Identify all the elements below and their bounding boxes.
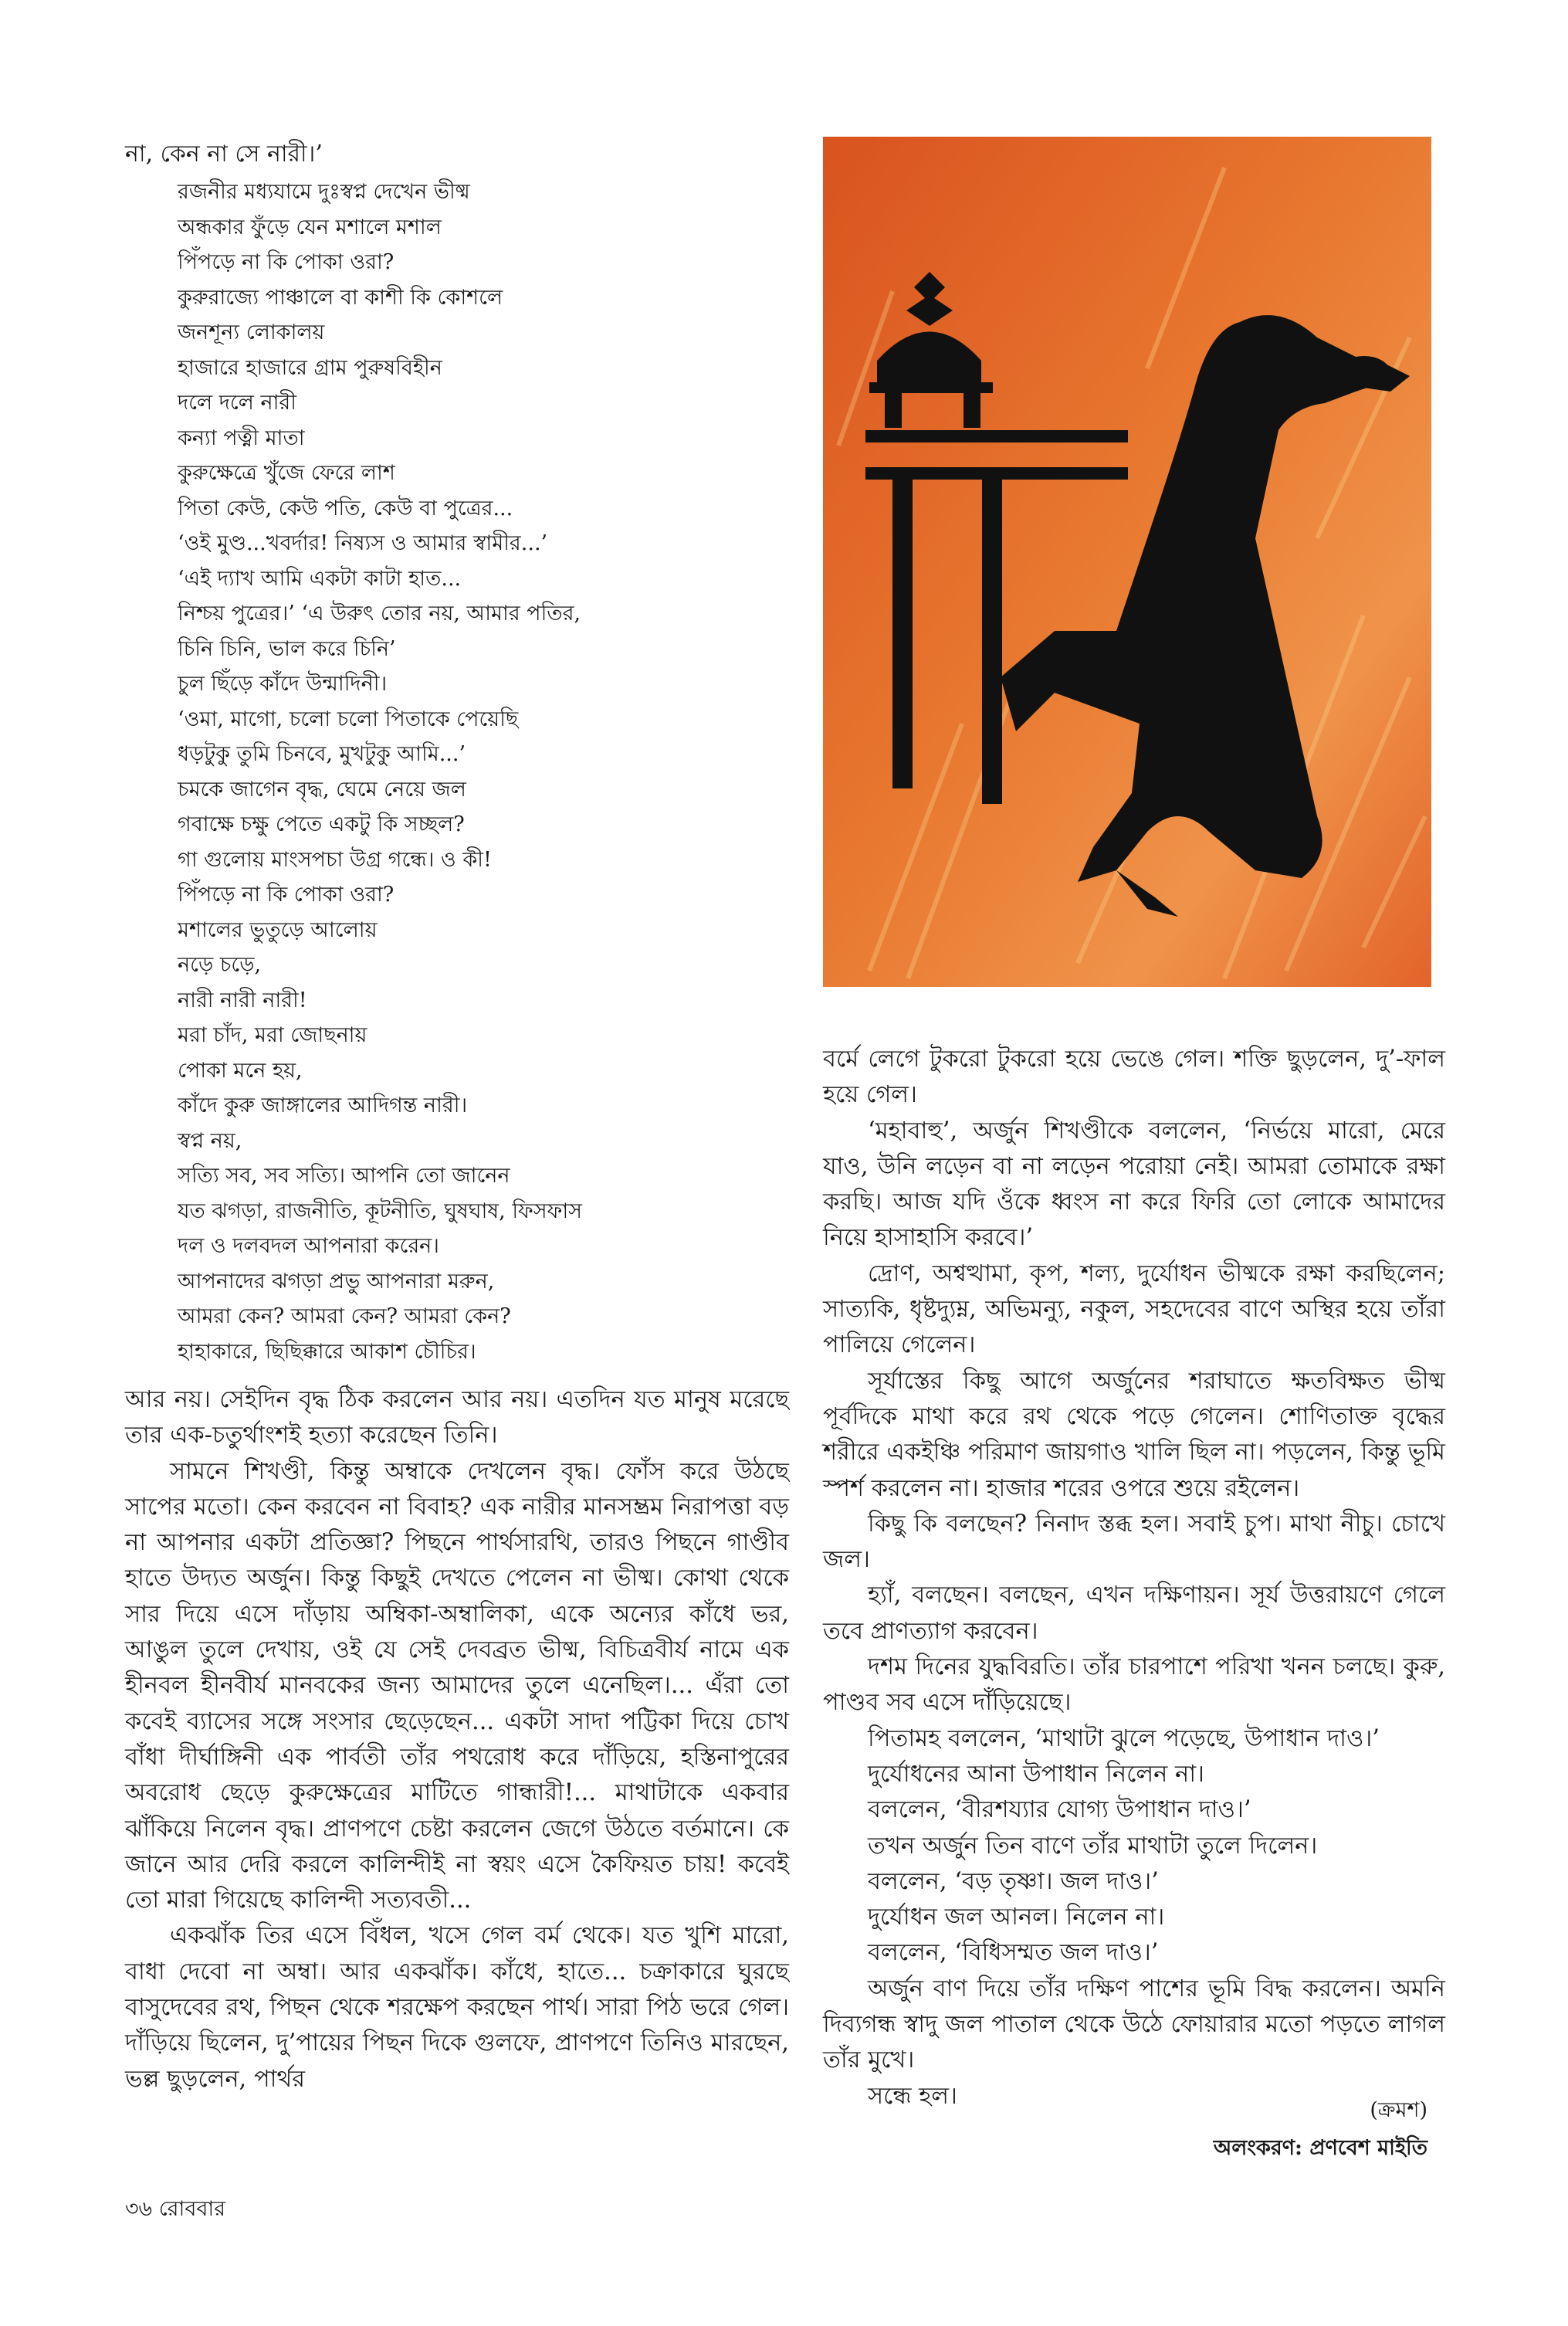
poem-line: কন্যা পত্নী মাতা (178, 426, 305, 450)
poem-line: না, কেন না সে নারী।’ (125, 141, 323, 168)
paragraph: দশম দিনের যুদ্ধবিরতি। তাঁর চারপাশে পরিখা খনন চলছে। কুরু, পাণ্ডব সব এসে দাঁড়িয়েছে। (823, 1653, 1445, 1717)
paragraph: দুর্যোধনের আনা উপাধান নিলেন না। (868, 1760, 1204, 1788)
poem-line: যত ঝগড়া, রাজনীতি, কূটনীতি, ঘুষঘাষ, ফিসফাস (178, 1199, 583, 1223)
poem-line: ‘ওমা, মাগো, চলো চলো পিতাকে পেয়েছি (178, 707, 519, 731)
poem-line: কুরুক্ষেত্রে খুঁজে ফেরে লাশ (178, 461, 395, 485)
poem-line: আপনাদের ঝগড়া প্রভু আপনারা মরুন, (178, 1269, 495, 1294)
paragraph: বর্মে লেগে টুকরো টুকরো হয়ে ভেঙে গেল। শক্তি ছুড়লেন, দু’-ফাল হয়ে গেল। (823, 1046, 1445, 1109)
poem-line: গা গুলোয় মাংসপচা উগ্র গন্ধে। ও কী! (178, 847, 492, 872)
paragraph: সন্ধে হল। (868, 2082, 957, 2110)
paragraph: অর্জুন বাণ দিয়ে তাঁর দক্ষিণ পাশের ভূমি বিদ্ধ করলেন। অমনি দিব্যগন্ধ স্বাদু জল পাতাল থেকে উঠে ফোয়ারার মতো পড়তে লাগল তাঁর মুখে। (823, 1975, 1445, 2074)
poem-line: চুল ছিঁড়ে কাঁদে উন্মাদিনী। (178, 672, 388, 696)
paragraph: সামনে শিখণ্ডী, কিন্তু অম্বাকে দেখলেন বৃদ্ধ। ফোঁস করে উঠছে সাপের মতো। কেন করবেন না বিবাহ? এক নারীর মানসম্ভ্রম নিরাপত্তা বড় না আপনার একটা প্রতিজ্ঞা? পিছনে পার্থসারথি, তারও পিছনে গাণ্ডীব হাতে উদ্যত অর্জুন। কিন্তু কিছুই দেখতে পেলেন না ভীষ্ম। কোথা থেকে সার দিয়ে এসে দাঁড়ায় অম্বিকা-অম্বালিকা, একে অন্যের কাঁধে ভর, আঙুল তুলে দেখায়, ওই যে সেই দেবব্রত ভীষ্ম, বিচিত্রবীর্য নামে এক হীনবল হীনবীর্য মানবকের জন্য আমাদের তুলে এনেছিল।... এঁরা তো কবেই ব্যাসের সঙ্গে সংসার ছেড়েছেন... একটা সাদা পট্টিকা দিয়ে চোখ বাঁধা দীর্ঘাঙ্গিনী এক পার্বতী তাঁর পথরোধ করে দাঁড়িয়ে, হস্তিনাপুরের অবরোধ ছেড়ে কুরুক্ষেত্রের মাটিতে গান্ধারী!... মাথাটাকে একবার ঝাঁকিয়ে নিলেন বৃদ্ধ। প্রাণপণে চেষ্টা করলেন জেগে উঠতে বর্তমানে। কে জানে আর দেরি করলে কালিন্দীই না স্বয়ং এসে কৈফিয়ত চায়! কবেই তো মারা গিয়েছে কালিন্দী সত্যবতী... (125, 1457, 789, 1914)
paragraph: সূর্যাস্তের কিছু আগে অর্জুনের শরাঘাতে ক্ষতবিক্ষত ভীষ্ম পূর্বদিকে মাথা করে রথ থেকে পড়ে গেলেন। শোণিতাক্ত বৃদ্ধের শরীরে একইঞ্চি পরিমাণ জায়গাও খালি ছিল না। পড়লেন, কিন্তু ভূমি স্পর্শ করলেন না। হাজার শরের ওপরে শুয়ে রইলেন। (823, 1367, 1445, 1502)
poem-line: স্বপ্ন নয়, (178, 1128, 242, 1153)
paragraph: দ্রোণ, অশ্বত্থামা, কৃপ, শল্য, দুর্যোধন ভীষ্মকে রক্ষা করছিলেন; সাত্যকি, ধৃষ্টদ্যুম্ন, অভিমন্যু, নকুল, সহদেবের বাণে অস্থির হয়ে তাঁরা পালিয়ে গেলেন। (823, 1260, 1445, 1359)
paragraph: বললেন, ‘বীরশয্যার যোগ্য উপাধান দাও।’ (868, 1796, 1251, 1824)
poem-line: চিনি চিনি, ভাল করে চিনি’ (178, 636, 396, 661)
illustration (823, 137, 1431, 987)
poem-line: কুরুরাজ্যে পাঞ্চালে বা কাশী কি কোশলে (178, 285, 503, 310)
paragraph: হ্যাঁ, বলছেন। বলছেন, এখন দক্ষিণায়ন। সূর্য উত্তরায়ণে গেলে তবে প্রাণত্যাগ করবেন। (823, 1582, 1445, 1645)
poem-line: রজনীর মধ্যযামে দুঃস্বপ্ন দেখেন ভীষ্ম (178, 180, 470, 204)
poem-line: অন্ধকার ফুঁড়ে যেন মশালে মশাল (178, 215, 442, 239)
poem-block (125, 136, 804, 1369)
poem-line: পিঁপড়ে না কি পোকা ওরা? (178, 250, 395, 274)
poem-line: গবাক্ষে চক্ষু পেতে একটু কি সচ্ছল? (178, 812, 465, 836)
poem-line: পিঁপড়ে না কি পোকা ওরা? (178, 883, 395, 907)
poem-line: সত্যি সব, সব সত্যি। আপনি তো জানেন (178, 1164, 510, 1188)
poem-line: নড়ে চড়ে, (178, 953, 262, 977)
poem-line: দলে দলে নারী (178, 391, 296, 415)
paragraph: দুর্যোধন জল আনল। নিলেন না। (868, 1904, 1165, 1931)
left-prose-column (125, 1382, 789, 2097)
poem-line: পোকা মনে হয়, (178, 1058, 303, 1083)
poem-line: হাজারে হাজারে গ্রাম পুরুষবিহীন (178, 355, 442, 380)
serial-note: (ক্রমশ) (1370, 2098, 1427, 2122)
poem-line: চমকে জাগেন বৃদ্ধ, ঘেমে নেয়ে জল (178, 777, 466, 802)
page-folio: ৩৬ রোববার (125, 2197, 226, 2221)
paragraph: বললেন, ‘বড় তৃষ্ণা। জল দাও।’ (868, 1867, 1159, 1895)
paragraph: ‘মহাবাহু’, অর্জুন শিখণ্ডীকে বললেন, ‘নির্ভয়ে মারো, মেরে যাও, উনি লড়েন বা না লড়েন পরোয়া নেই। আমরা তোমাকে রক্ষা করছি। আজ যদি ওঁকে ধ্বংস না করে ফিরি তো লোকে আমাদের নিয়ে হাসাহাসি করবে।’ (823, 1117, 1445, 1252)
poem-line: দল ও দলবদল আপনারা করেন। (178, 1234, 439, 1258)
paragraph: একঝাঁক তির এসে বিঁধল, খসে গেল বর্ম থেকে। যত খুশি মারো, বাধা দেবো না অম্বা। আর একঝাঁক। কাঁধে, হাতে... চক্রাকারে ঘুরছে বাসুদেবের রথ, পিছন থেকে শরক্ষেপ করছেন পার্থ। সারা পিঠ ভরে গেল। দাঁড়িয়ে ছিলেন, দু’পায়ের পিছন দিকে গুলফে, প্রাণপণে তিনিও মারছেন, ভল্ল ছুড়লেন, পার্থর (125, 1922, 789, 2093)
painted-background (823, 137, 1431, 987)
paragraph: পিতামহ বললেন, ‘মাথাটা ঝুলে পড়েছে, উপাধান দাও।’ (868, 1724, 1380, 1752)
paragraph: আর নয়। সেইদিন বৃদ্ধ ঠিক করলেন আর নয়। এতদিন যত মানুষ মরেছে তার এক-চতুর্থাংশই হত্যা করেছেন তিনি। (125, 1386, 789, 1450)
poem-line: নিশ্চয় পুত্রের।’ ‘এ উরুৎ তোর নয়, আমার পতির, (178, 602, 581, 626)
poem-line: জনশূন্য লোকালয় (178, 320, 325, 344)
poem-line: ধড়টুকু তুমি চিনবে, মুখটুকু আমি...’ (178, 742, 466, 766)
poem-line: ‘এই দ্যাখ আমি একটা কাটা হাত... (178, 566, 462, 591)
poem-line: আমরা কেন? আমরা কেন? আমরা কেন? (178, 1304, 511, 1328)
poem-line: মশালের ভুতুড়ে আলোয় (178, 917, 378, 942)
paragraph: কিছু কি বলছেন? নিনাদ স্তব্ধ হল। সবাই চুপ। মাথা নীচু। চোখে জল। (823, 1510, 1445, 1574)
poem-line: ‘ওই মুণ্ড...খবর্দার! নিষ্যস ও আমার স্বামীর...’ (178, 531, 548, 555)
poem-line: হাহাকারে, ছিছিক্কারে আকাশ চৌচির। (178, 1339, 476, 1364)
paragraph: বললেন, ‘বিধিসম্মত জল দাও।’ (868, 1939, 1159, 1967)
illustration-credit: অলংকরণ: প্রণবেশ মাইতি (1213, 2136, 1427, 2160)
poem-line: মরা চাঁদ, মরা জোছনায় (178, 1023, 367, 1047)
poem-line: কাঁদে কুরু জাঙ্গালের আদিগন্ত নারী। (178, 1093, 468, 1117)
illustration-artwork (823, 137, 1431, 987)
poem-line: পিতা কেউ, কেউ পতি, কেউ বা পুত্রের... (178, 496, 513, 520)
right-prose-column (823, 1042, 1445, 2114)
paragraph: তখন অর্জুন তিন বাণে তাঁর মাথাটা তুলে দিলেন। (868, 1832, 1318, 1860)
poem-line: নারী নারী নারী! (178, 988, 307, 1012)
